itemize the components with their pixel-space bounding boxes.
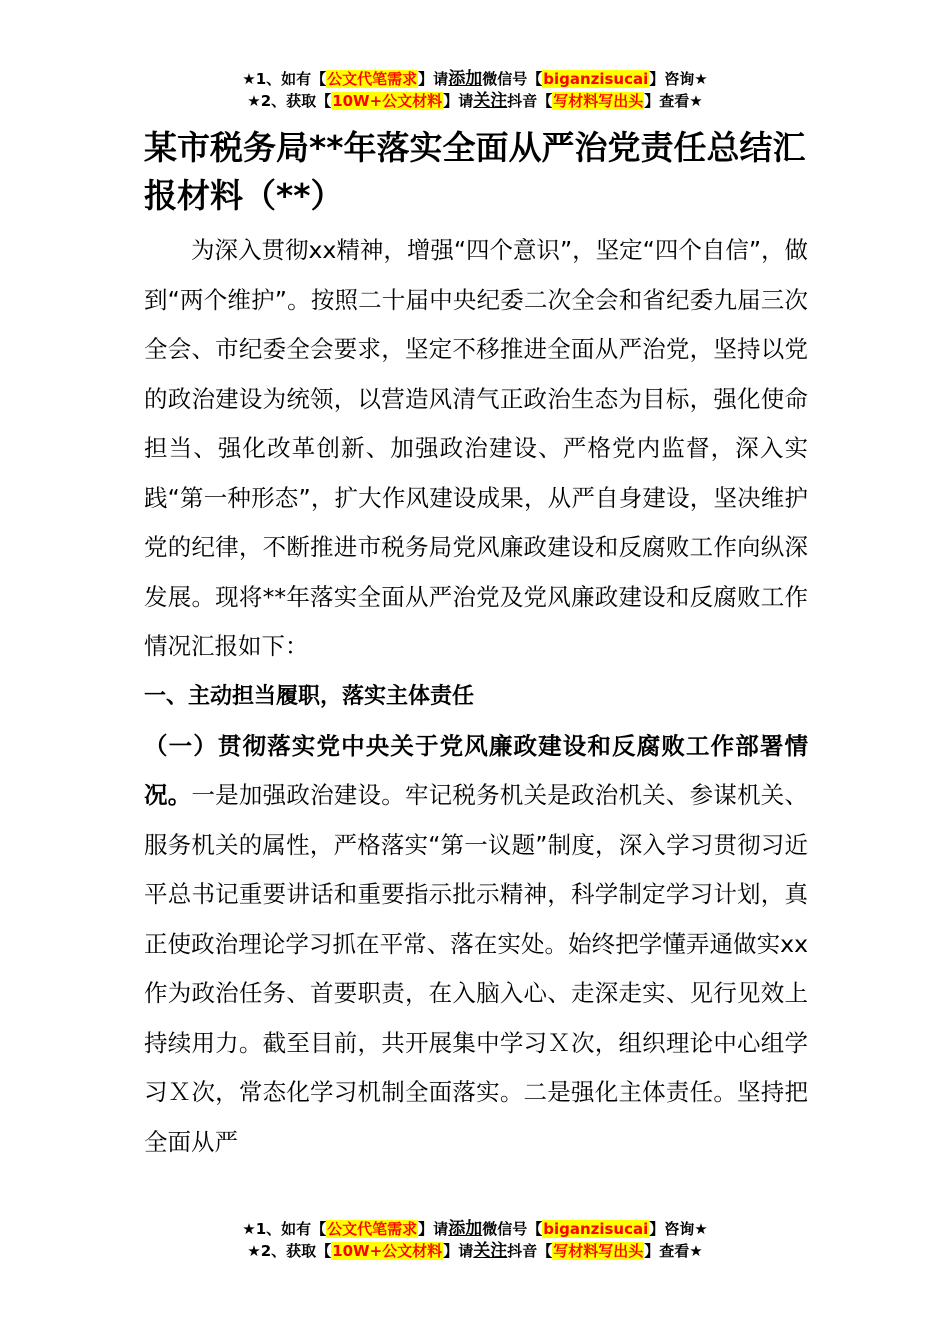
banner-text: 】查看★ [644,92,703,110]
banner-text: 添加 [448,69,483,89]
banner-text: ★1、如有【 [242,70,327,88]
banner-line-2 [0,90,950,112]
document-title: 某市税务局**年落实全面从严治党责任总结汇报材料（**） [144,128,806,215]
banner-text: ★2、获取【 [247,1242,332,1260]
banner-text: 抖音【 [507,1242,553,1260]
highlight-douyin-id: 写材料写出头 [553,92,644,110]
banner-line-1 [0,1218,950,1240]
highlight-service: 公文代笔需求 [327,1220,418,1238]
banner-text: 】咨询★ [649,1220,708,1238]
banner-text: 】请 [443,92,474,110]
highlight-materials: 10W+公文材料 [332,1242,443,1260]
highlight-service: 公文代笔需求 [327,70,418,88]
banner-text: 微信号【 [482,1220,543,1238]
highlight-douyin-id: 写材料写出头 [553,1242,644,1260]
banner-text: 关注 [473,91,508,111]
banner-line-1 [0,68,950,90]
banner-text: ★1、如有【 [242,1220,327,1238]
highlight-wechat-id: biganzisucai [543,1220,649,1238]
banner-text: 添加 [448,1219,483,1239]
banner-text: 微信号【 [482,70,543,88]
banner-text: 】请 [418,70,449,88]
banner-text: 】请 [418,1220,449,1238]
footer-banner [0,1218,950,1262]
intro-paragraph: 为深入贯彻xx精神，增强“四个意识”，坚定“四个自信”，做到“两个维护”。按照二十届中央纪委二次全会和省纪委九届三次全会、市纪委全会要求，坚定不移推进全面从严治党，坚持以党的政治建设为统领，以营造风清气正政治生态为目标，强化使命担当、强化改革创新、加强政治建设、严格党内监督，深入实践“第一种形态”，扩大作风建设成果，从严自身建设，坚决维护党的纪律，不断推进市税务局党风廉政建设和反腐败工作向纵深发展。现将**年落实全面从严治党及党风廉政建设和反腐败工作情况汇报如下： [144,236,809,660]
subsection-heading: （一）贯彻落实党中央关于党风廉政建设和反腐败工作部署情况。 [144,731,808,809]
highlight-materials: 10W+公文材料 [332,92,443,110]
banner-line-2 [0,1240,950,1262]
highlight-wechat-id: biganzisucai [543,70,649,88]
banner-text: 】查看★ [644,1242,703,1260]
banner-text: 关注 [473,1241,508,1261]
section-heading: 一、主动担当履职，落实主体责任 [144,683,475,709]
banner-text: ★2、获取【 [247,92,332,110]
banner-text: 抖音【 [507,92,553,110]
document-body [144,124,808,1167]
subsection-body: 一是加强政治建设。牢记税务机关是政治机关、参谋机关、服务机关的属性，严格落实“第一议题”制度，深入学习贯彻习近平总书记重要讲话和重要指示批示精神，科学制定学习计划，真正使政治理论学习抓在平常、落在实处。始终把学懂弄通做实xx作为政治任务、首要职责，在入脑入心、走深走实、见行见效上持续用力。截至目前，共开展集中学习Ｘ次，组织理论中心组学习Ｘ次，常态化学习机制全面落实。二是强化主体责任。坚持把全面从严 [144,781,809,1156]
subsection-paragraph [144,722,808,1168]
banner-text: 】请 [443,1242,474,1260]
header-banner [0,68,950,112]
banner-text: 】咨询★ [649,70,708,88]
